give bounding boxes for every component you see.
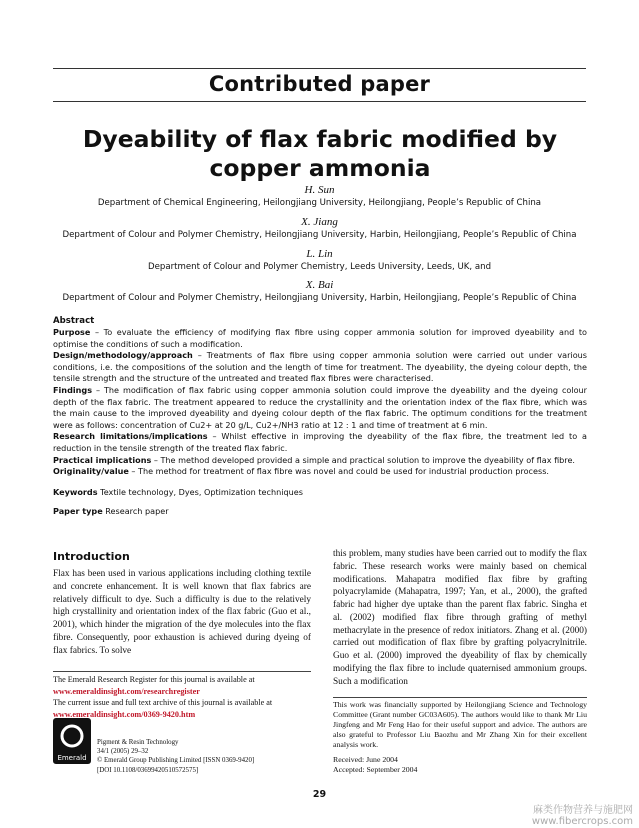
accepted-date: Accepted: September 2004 bbox=[333, 765, 418, 774]
section-label: Contributed paper bbox=[208, 72, 431, 96]
publication-info bbox=[97, 738, 254, 775]
abstract-text: – The modification of flax fabric using copper ammonia solution could improve the dyeability and the dyeing colour depth of the flax fabric. The treatment appeared to reduce the crystallinity and the orientation index of the flax fibre, which was the main cause to the improved dyeability and dyeing colour depth of the flax fabric. The optimum conditions for the treatment were as follows: concentration of Cu2+ at 20 g/L, Cu2+/NH3 ratio at 12 : 1 and time of treatment at 6 min. bbox=[53, 384, 587, 430]
abstract-limitations bbox=[53, 431, 587, 454]
intro-right-column: this problem, many studies have been carried out to modify the flax fabric. These research works were mainly based on chemical modifications. Mahapatra modified flax fibre by grafting polyacrylamide (Mahapatra, 1997; Yan, et al., 2000), the grafted fabric had higher dye uptake than the parent flax fabric. Singha et al. (2002) modified flax fibre through grafting of methyl methacrylate in the presence of redox initiators. Zhang et al. (2000) carried out modification of flax fibre by grafting polyacrylnitrile. Guo et al. (2000) improved the dyeability of flax by chemically modifying the flax fibre to include quaternised ammonium groups. Such a modification bbox=[333, 549, 587, 687]
paper-type-label: Paper type bbox=[53, 506, 103, 516]
paper-type-value: Research paper bbox=[105, 506, 169, 516]
funding-note: This work was financially supported by Heilongjiang Science and Technology Committee (Grant number GC03A605). The authors would like to thank Mr Liu Jingfeng and Mr Feng Hao for their useful support and advice. The authors are also grateful to Professor Liu Baozhu and Mr Zhang Xin for their excellent analysis work. bbox=[333, 697, 587, 750]
abstract-label: Practical implications bbox=[53, 454, 152, 465]
abstract-text: – To evaluate the efficiency of modifying flax fibre using copper ammonia solution for improved dyeability and to optimise the conditions of such a modification. bbox=[53, 327, 587, 349]
author-name: X. Jiang bbox=[301, 216, 338, 228]
author-affiliation: Department of Chemical Engineering, Heilongjiang University, Heilongjiang, People’s Republic of China bbox=[97, 198, 542, 208]
abstract-originality bbox=[53, 466, 587, 478]
author-affiliation: Department of Colour and Polymer Chemistry, Heilongjiang University, Harbin, Heilongjiang, People’s Republic of China bbox=[62, 230, 577, 240]
abstract-practical bbox=[53, 455, 587, 467]
received-date: Received: June 2004 bbox=[333, 755, 398, 764]
author-name: X. Bai bbox=[305, 279, 334, 291]
register-note bbox=[53, 671, 311, 720]
abstract-text: – The method for treatment of flax fibre was novel and could be used for industrial production process. bbox=[128, 466, 549, 477]
author-affiliation: Department of Colour and Polymer Chemistry, Heilongjiang University, Harbin, Heilongjiang, People’s Republic of China bbox=[62, 293, 577, 303]
emerald-logo-icon bbox=[53, 718, 91, 764]
abstract-text: – Whilst effective in improving the dyeability of the flax fibre, the treatment led to a reduction in the tensile strength of the treated flax fabric. bbox=[53, 431, 587, 453]
abstract-label: Findings bbox=[53, 384, 93, 395]
abstract-label: Purpose bbox=[53, 327, 91, 337]
register-line: The Emerald Research Register for this journal is available at bbox=[53, 675, 255, 684]
author-name: H. Sun bbox=[304, 184, 335, 196]
journal-archive-link[interactable]: www.emeraldinsight.com/0369-9420.htm bbox=[53, 709, 196, 719]
abstract-heading: Abstract bbox=[53, 316, 95, 326]
abstract-text: – Treatments of flax fibre using copper ammonia solution were carried out under various conditions, i.e. the compositions of the solution and the length of time for treatment. The dyeability, the dyeing colour depth, the tensile strength and the structure of the untreated and treated flax fibres were characterised. bbox=[53, 350, 587, 384]
research-register-link[interactable]: www.emeraldinsight.com/researchregister bbox=[53, 686, 200, 696]
intro-heading: Introduction bbox=[53, 550, 130, 563]
abstract-body bbox=[53, 327, 587, 478]
page-number: 29 bbox=[312, 789, 327, 800]
abstract-findings bbox=[53, 385, 587, 431]
title-rule bbox=[53, 101, 586, 102]
emerald-logo bbox=[53, 718, 91, 764]
author-affiliation: Department of Colour and Polymer Chemistry, Leeds University, Leeds, UK, and bbox=[147, 262, 492, 272]
register-line: The current issue and full text archive of this journal is available at bbox=[53, 698, 273, 707]
author-name: L. Lin bbox=[306, 248, 333, 260]
pub-info-line: 34/1 (2005) 29–32 bbox=[97, 748, 149, 756]
watermark-line: www.fibercrops.com bbox=[531, 816, 633, 827]
logo-wordmark: Emerald bbox=[57, 754, 87, 762]
watermark-line: 麻类作物营养与施肥网 bbox=[533, 805, 633, 816]
paper-title: Dyeability of flax fabric modified by copper ammonia bbox=[82, 125, 558, 182]
keywords-line bbox=[53, 487, 587, 499]
top-rule bbox=[53, 68, 586, 69]
watermark bbox=[532, 805, 633, 827]
abstract-purpose bbox=[53, 327, 587, 350]
pub-info-line: © Emerald Group Publishing Limited [ISSN 0369-9420] bbox=[97, 757, 255, 765]
abstract-text: – The method developed provided a simple and practical solution to improve the dyeability of flax fibre. bbox=[151, 454, 576, 465]
keywords-label: Keywords bbox=[53, 487, 98, 497]
pub-info-line: Pigment & Resin Technology bbox=[97, 739, 179, 746]
keywords-value: Textile technology, Dyes, Optimization techniques bbox=[100, 487, 303, 497]
paper-type-line bbox=[53, 506, 587, 518]
abstract-label: Originality/value bbox=[53, 466, 129, 477]
abstract-label: Design/methodology/approach bbox=[53, 350, 193, 361]
abstract-label: Research limitations/implications bbox=[53, 431, 208, 442]
intro-left-column: Flax has been used in various applications including clothing textile and concrete enhancement. It is well known that flax fabrics are relatively difficult to dye. Such a difficulty is due to the relatively high crystallinity and orientation index of the flax fabric (Guo et al., 2001), which hinder the migration of the dye molecules into the flax fibre. Consequently, poor exhaustion is achieved during dyeing of flax fabrics. To solve bbox=[53, 569, 311, 656]
pub-info-line: [DOI 10.1108/03699420510572575] bbox=[97, 766, 199, 774]
abstract-design bbox=[53, 350, 587, 385]
